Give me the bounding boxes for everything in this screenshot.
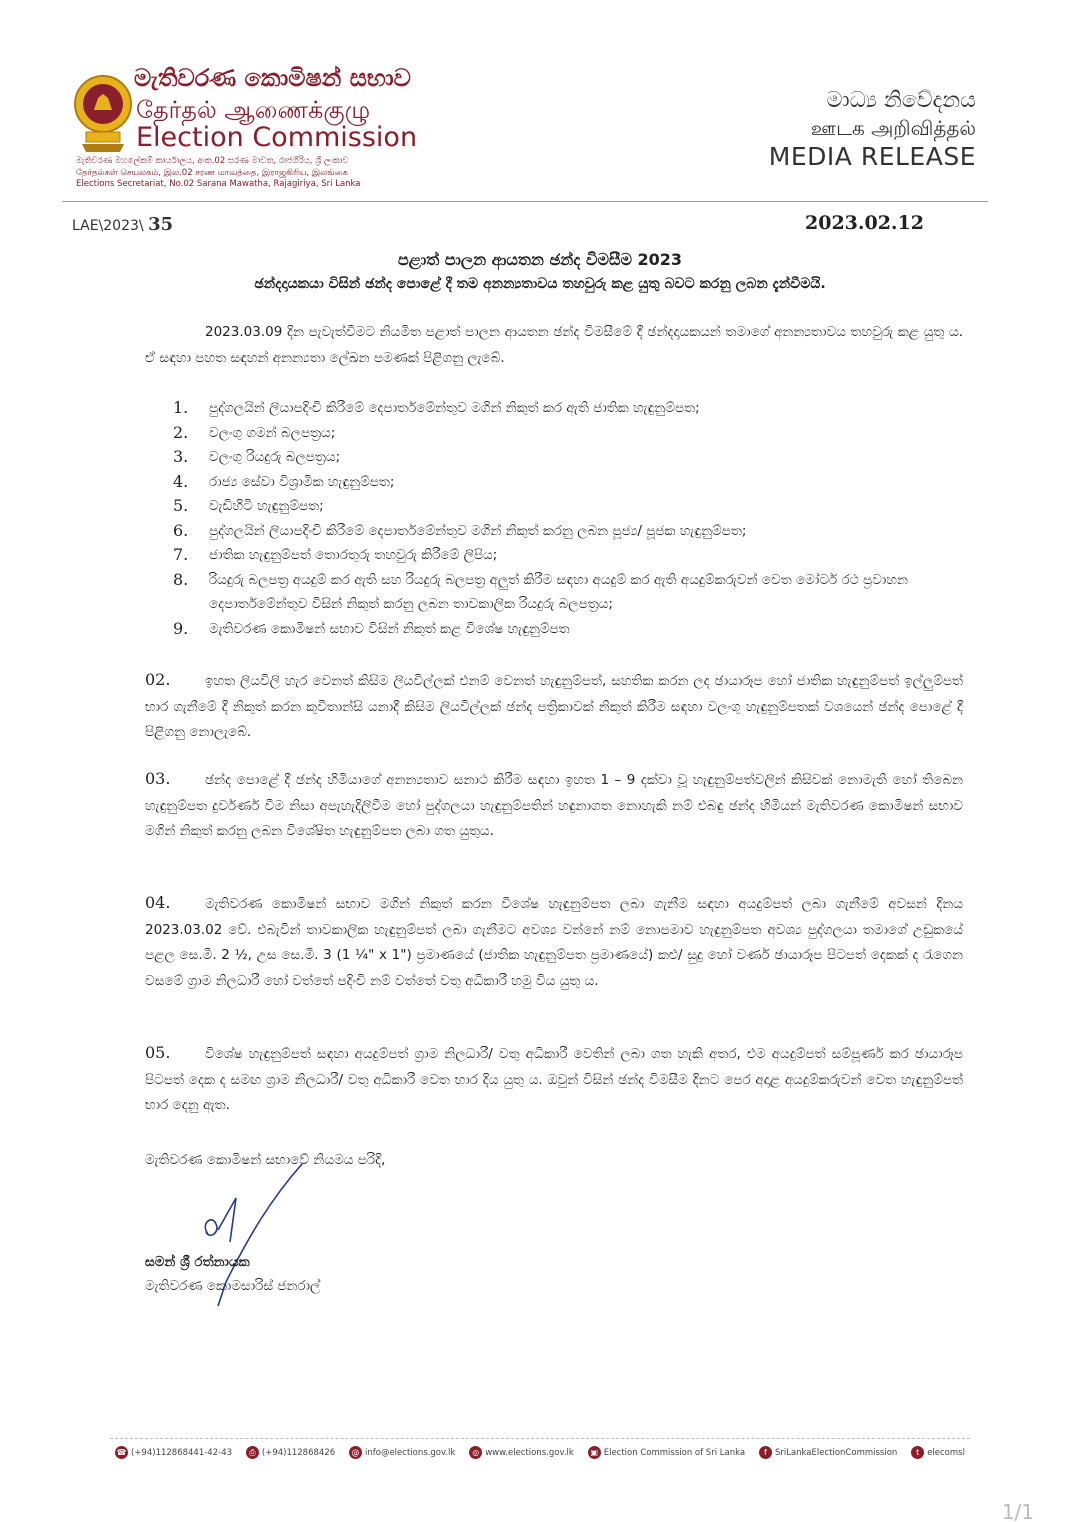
signatory-title: මැතිවරණ කොමසාරිස් ජනරාල්	[145, 1278, 321, 1294]
footer-facebook-page[interactable]: ▣ Election Commission of Sri Lanka	[588, 1446, 745, 1459]
list-item-text: පුද්ගලයින් ලියාපදිංචි කිරීමේ දෙපාර්තමේන්තුව මගින් නිකුත් කර ඇති ජාතික හැඳුනුම්පත;	[209, 400, 700, 416]
list-item	[173, 617, 963, 642]
facebook-page-icon: ▣	[588, 1446, 601, 1459]
accepted-documents-list	[173, 396, 963, 641]
paragraph-text: ඉහත ලියවිලි හැර වෙනත් කිසිම ලියවිල්ලක් එනම් වෙනත් හැඳුනුම්පත්, සහතික කරන ලද ඡායාරූප හෝ ජාතික හැඳුනුම්පත් ඉල්ලුම්පත් භාර ගැනීමේ දී නිකුත් කරන කුවිතාන්සි යනාදී කිසිම ලියවිල්ලක් ඡන්ද පත්‍රිකාවක් නිකුත් කිරීම සඳහා වලංගු හැඳුනුම්පතක් වශයෙන් ඡන්ද පොළේ දී පිළිගනු නොලැබේ.	[145, 673, 963, 740]
media-release-tamil: ஊடக அறிவித்தல்	[810, 116, 976, 140]
media-release-english: MEDIA RELEASE	[768, 142, 976, 171]
page-indicator: 1/1	[1001, 1500, 1034, 1522]
paragraph-number: 03.	[145, 769, 171, 788]
signatory-name: සමන් ශ්‍රී රත්නායක	[145, 1254, 250, 1270]
org-name-tamil: தேர்தல் ஆணைக்குழு	[136, 96, 371, 124]
paragraph-05	[145, 1040, 963, 1119]
address-tamil: தேர்தல்கள் செயலகம், இல.02 சரண மாவத்தை, இராஜகிரிய, இலங்கை	[76, 168, 349, 178]
list-item	[173, 494, 963, 519]
list-item	[173, 543, 963, 568]
paragraph-text: ඡන්ද පොළේ දී ඡන්ද හිමියාගේ අනන්‍යතාව සනාථ කිරීම සඳහා ඉහත 1 – 9 දක්වා වූ හැඳුනුම්පත්වලින් කිසිවක් නොමැති හෝ තිබෙන හැඳුනුම්පත දුර්වර්ණ වීම නිසා අපැහැදිලිවීම හෝ පුද්ගලයා හැඳුනුම්පතින් හඳුනාගත නොහැකි නම් එබඳු ඡන්ද හිමියන් මැතිවරණ කොමිෂන් සභාව මගින් නිකුත් කරනු ලබන විශේෂිත හැඳුනුම්පත ලබා ගත යුතුය.	[145, 772, 963, 839]
media-release-sinhala: මාධ්‍ය නිවේදනය	[826, 88, 976, 113]
list-item-number: 7.	[173, 545, 189, 564]
address-sinhala: මැතිවරණ මහලේකම් කාර්යාලය, අංක.02 සරණ මාවත, රාජගිරිය, ශ්‍රී ලංකාව	[76, 156, 349, 166]
email-icon: @	[349, 1446, 362, 1459]
facebook-icon: f	[759, 1446, 772, 1459]
list-item-text: වලංගු ගමන් බලපත්‍රය;	[209, 424, 336, 441]
footer-phone: ☎ (+94)112868441-42-43	[116, 1447, 233, 1458]
list-item	[173, 421, 963, 446]
list-item-text: පුද්ගලයින් ලියාපදිංචි කිරීමේ දෙපාර්තමේන්තුව මගින් නිකුත් කරනු ලබන පූජ්‍ය/ පූජක හැඳුනුම්පත;	[209, 522, 747, 539]
list-item-number: 9.	[173, 618, 189, 638]
paragraph-03	[145, 766, 963, 845]
document-title: පළාත් පාලන ආයතන ඡන්ද විමසීම 2023	[397, 250, 683, 269]
closing-line: මැතිවරණ කොමිෂන් සභාවේ නියමය පරිදි,	[145, 1152, 386, 1168]
list-item-text: වැඩිහිටි හැඳුනුම්පත;	[209, 498, 324, 514]
list-item-number: 6.	[173, 520, 189, 540]
footer-facebook[interactable]: f SriLankaElectionCommission	[759, 1446, 897, 1459]
list-item-number: 3.	[173, 447, 189, 466]
contact-footer	[115, 1446, 965, 1459]
intro-paragraph: 2023.03.09 දින පැවැත්වීමට නියමිත පළාත් පාලන ආයතන ඡන්ද විමසීමේ දී ඡන්දදායකයන් තමාගේ අනන්‍යතාවය තහවුරු කළ යුතු ය. ඒ සඳහා පහත සඳහන් අනන්‍යතා ලේඛන පමණක් පිළිගනු ලැබේ.	[145, 324, 963, 366]
footer-fax: ⎙ (+94)112868426	[246, 1446, 335, 1459]
twitter-icon: t	[911, 1446, 924, 1459]
list-item-number: 2.	[173, 422, 189, 442]
list-item-number: 1.	[173, 398, 189, 417]
reference-number	[72, 214, 173, 235]
list-item-text: රාජ්‍ය සේවා විශ්‍රාමික හැඳුනුම්පත;	[209, 473, 395, 490]
list-item-number: 4.	[173, 471, 189, 491]
paragraph-number: 02.	[145, 670, 171, 689]
fax-icon: ⎙	[246, 1446, 259, 1459]
web-icon: ◎	[469, 1446, 482, 1459]
list-item	[173, 396, 963, 421]
list-item-text: ජාතික හැඳුනුම්පත් තොරතුරු තහවුරු කිරීමේ ලිපිය;	[209, 547, 498, 563]
footer-website[interactable]: ◎ www.elections.gov.lk	[469, 1446, 574, 1459]
list-item-text: වලංගු රියදුරු බලපත්‍රය;	[209, 449, 341, 465]
footer-twitter[interactable]: t elecomsl	[911, 1446, 965, 1459]
list-item-number: 8.	[173, 569, 189, 589]
document-subtitle: ඡන්දදායකයා විසින් ඡන්ද පොළේ දී තම අනන්‍යතාවය තහවුරු කළ යුතු බවට කරනු ලබන දැන්වීමයි.	[254, 276, 826, 292]
footer-divider	[110, 1438, 970, 1439]
org-name-english: Election Commission	[136, 122, 418, 153]
footer-email[interactable]: @ info@elections.gov.lk	[349, 1446, 455, 1459]
paragraph-04	[145, 890, 963, 994]
phone-icon: ☎	[116, 1448, 127, 1457]
header-divider	[62, 201, 988, 202]
release-date: 2023.02.12	[805, 212, 924, 234]
paragraph-02	[145, 667, 963, 746]
list-item	[173, 470, 963, 495]
sri-lanka-emblem-icon	[72, 68, 134, 158]
list-item-number: 5.	[173, 496, 189, 515]
list-item	[173, 519, 963, 544]
paragraph-number: 04.	[145, 893, 171, 912]
paragraph-text: මැතිවරණ කොමිෂන් සභාව මගින් නිකුත් කරන විශේෂ හැඳුනුම්පත ලබා ගැනීම සඳහා අයදුම්පත් ලබා ගැනීමේ අවසන් දිනය 2023.03.02 වේ. එබැවින් තාවකාලික හැඳුනුම්පත් ලබා ගැනීමට අවශ්‍ය වන්නේ නම් නොපමාව හැඳුනුම්පත අවශ්‍ය පුද්ගලයා තමාගේ උඩුකයේ පළල සෙ.මී. 2 ½, උස සෙ.මී. 3 (1 ¼" x 1") ප්‍රමාණයේ (ජාතික හැඳුනුම්පත ප්‍රමාණයේ) කළු/ සුදු හෝ වර්ණ ඡායාරූප පිටපත් දෙකක් ද රැගෙන වසමේ ග්‍රාම නිලධාරී හෝ වත්තේ පදිංචි නම් වත්තේ වතු අධිකාරී හමු විය යුතු ය.	[145, 896, 963, 989]
paragraph-text: විශේෂ හැඳුනුම්පත් සඳහා අයදුම්පත් ග්‍රාම නිලධාරී/ වතු අධිකාරී වෙතින් ලබා ගත හැකි අතර, එම අයදුම්පත් සම්පූර්ණ කර ඡායාරූප පිටපත් දෙක ද සමඟ ග්‍රාම නිලධාරී/ වතු අධිකාරී වෙත භාර දිය යුතු ය. ඔවුන් විසින් ඡන්ද විමසීම දිනට පෙර අදාළ අයදුම්කරුවන් වෙත හැඳුනුම්පත් භාර දෙනු ඇත.	[145, 1046, 963, 1113]
list-item	[173, 568, 963, 617]
list-item-text: රියදුරු බලපත්‍ර අයදුම් කර ඇති සහ රියදුරු බලපත්‍ර අලුත් කිරීම සඳහා අයදුම් කර ඇති අයදුම්කරුවන් වෙත මෝටර් රථ ප්‍රවාහන දෙපාර්තමේන්තුව විසින් නිකුත් කරනු ලබන තාවකාලික රියදුරු බලපත්‍රය;	[209, 571, 908, 612]
list-item	[173, 445, 963, 470]
org-name-sinhala: මැතිවරණ කොමිෂන් සභාව	[134, 64, 411, 92]
paragraph-number: 05.	[145, 1043, 171, 1062]
list-item-text: මැතිවරණ කොමිෂන් සභාව විසින් නිකුත් කළ විශේෂ හැඳුනුම්පත	[209, 620, 570, 637]
address-english: Elections Secretariat, No.02 Sarana Mawatha, Rajagiriya, Sri Lanka	[76, 179, 361, 189]
reference-num: 35	[148, 214, 174, 235]
reference-prefix: LAE\2023\	[72, 218, 144, 234]
